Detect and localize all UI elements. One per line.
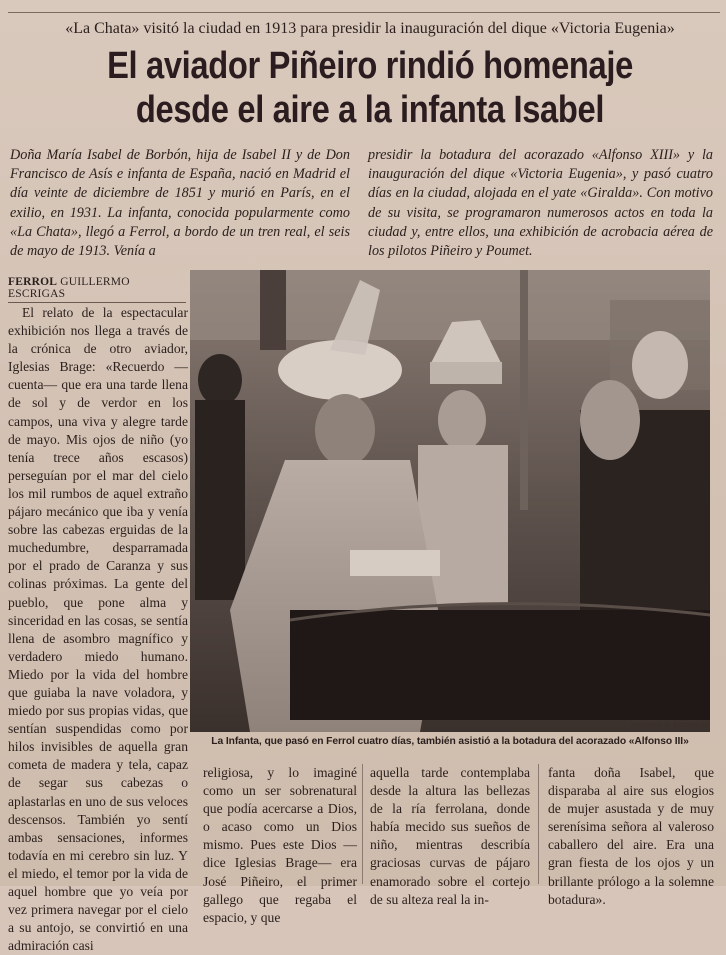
- byline-place: FERROL: [8, 276, 58, 288]
- headline: [78, 44, 663, 132]
- byline: [8, 276, 186, 303]
- headline-line-1: El aviador Piñeiro rindió homenaje: [107, 45, 633, 87]
- body-column-1: El relato de la espectacular exhibición nos llega a través de la crónica de otro aviador, Iglesias Brage: «Recuerdo —cuenta— que era una tarde llena de sol y de verdor en los campos, una viva y alegre tarde de mayo. Mis ojos de niño (yo tenía trece años escasos) perseguían por el mar del cielo los mil rumbos de aquel extraño pájaro mecánico que iba y venía sobre las cabezas erguidas de la muchedumbre, desparramada por el prado de Caranza y sus colinas próximas. La gente del pueblo, que pone alma y sinceridad en las cosas, se sentía llena de asombro magnífico y verdadero miedo humano. Miedo por la vida del hombre que guiaba la nave voladora, y miedo por sus propias vidas, que sentían suspendidas como por hilos invisibles de aquella gran cometa de madera y tela, capaz de segar sus cabezas o aplastarlas en uno de sus veloces descensos. También yo sentí ambas sensaciones, informes todavía en mi cerebro sin luz. Y el miedo, el temor por la vida de aquel hombre que yo veía por vez primera navegar por el cielo a su antojo, se convirtió en una admiración casi: [8, 305, 188, 954]
- photo-credit: ARCHIVO G. ESCRIGAS: [630, 722, 710, 729]
- body-column-3: aquella tarde contemplaba desde la altura las bellezas de la ría ferrolana, donde había mecido sus sueños de niño, mientras describía graciosas curvas de pájaro enamorado sobre el cortejo de su alteza real la in-: [370, 765, 530, 907]
- byline-author: GUILLERMO ESCRIGAS: [8, 276, 130, 300]
- photo-caption: La Infanta, que pasó en Ferrol cuatro días, también asistió a la botadura del acorazado «Alfonso III»: [211, 736, 689, 747]
- top-rule: [8, 12, 720, 13]
- column-divider: [362, 764, 363, 884]
- lead-paragraph-right: presidir la botadura del acorazado «Alfonso XIII» y la inauguración del dique «Victoria Eugenia», y pasó cuatro días en la ciudad, alojada en el yate «Giralda». Con motivo de su visita, se programaron numerosos actos en toda la ciudad y, entre ellos, una exhibición de acrobacia aérea de los pilotos Piñeiro y Poumet.: [368, 147, 713, 260]
- body-column-4: fanta doña Isabel, que disparaba al aire sus elogios de mujer asustada y de muy serenísima señora al valeroso caballero del aire. Era una gran fiesta de los ojos y un brillante prólogo a la solemne botadura».: [548, 765, 714, 907]
- historical-photo: [190, 270, 710, 732]
- headline-line-2: desde el aire a la infanta Isabel: [135, 89, 605, 131]
- photo-illustration: [190, 270, 710, 732]
- column-divider: [538, 764, 539, 884]
- body-column-2: religiosa, y lo imaginé como un ser sobrenatural que podía acercarse a Dios, o acaso como un Dios mismo. Pues este Dios —dice Iglesias Brage— era José Piñeiro, el primer gallego que regaba el espacio, y que: [203, 765, 357, 925]
- kicker-subtitle: «La Chata» visitó la ciudad en 1913 para presidir la inauguración del dique «Victoria Eugenia»: [65, 20, 675, 37]
- lead-paragraph-left: Doña María Isabel de Borbón, hija de Isabel II y de Don Francisco de Asís e infanta de España, nació en Madrid el día veinte de diciembre de 1851 y murió en París, en el exilio, en 1931. La infanta, conocida popularmente como «La Chata», llegó a Ferrol, a bordo de un tren real, el seis de mayo de 1913. Venía a: [10, 147, 350, 260]
